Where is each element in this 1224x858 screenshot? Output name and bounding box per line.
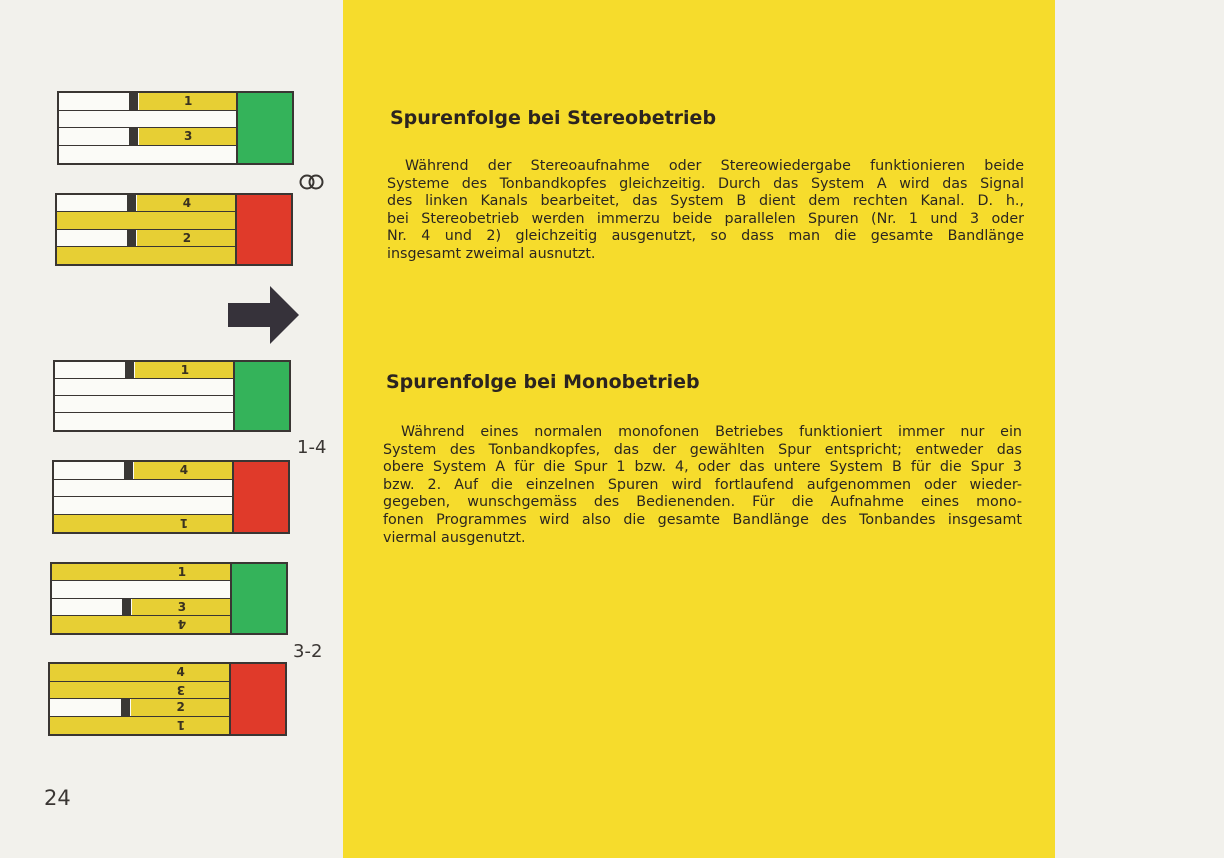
tape-strip [52,460,232,534]
mode-label-1-4: 1-4 [297,437,327,458]
track-number-label: 1 [180,363,190,377]
tape-head-mark [122,599,131,615]
paragraph-line: gegeben, wunschgemäss des Bedienenden. Für die Aufnahme eines mono- [383,494,1022,511]
track-number-label: 1 [184,94,193,109]
tape-track [55,396,233,413]
track-number-label: 4 [179,463,189,478]
tape-track [59,93,236,111]
paragraph-line: viermal ausgenutzt. [383,529,526,546]
paragraph-line: insgesamt zweimal ausnutzt. [387,245,596,262]
paragraph-line: Systeme des Tonbandkopfes gleichzeitig. Durch das System A wird das Signal [387,175,1024,192]
stereo-section-text [387,158,1024,264]
arrow-right-icon [228,286,300,344]
paragraph-line: Während eines normalen monofonen Betriebes funktioniert immer nur ein [401,424,1022,440]
tape-strip [50,562,230,635]
track-number-label: 4 [176,665,185,680]
tape-head-mark [125,362,134,378]
tape-head-mark [124,462,133,479]
tape-track [50,682,229,700]
tape-track [57,195,235,212]
tape-track [52,616,230,633]
recorded-track-fill [50,717,229,735]
recorded-track-fill [50,664,229,681]
paragraph-line: Nr. 4 und 2) gleichzeitig ausgenutzt, so dass man die gesamte Bandlänge [387,228,1024,245]
red-channel-box [232,460,290,534]
tape-head-mark [127,230,136,246]
tape-track [52,564,230,581]
tape-track [54,497,232,515]
tape-head-mark [127,195,136,211]
track-diagram-mono-4 [52,460,290,534]
tape-track [54,515,232,533]
tape-track [50,699,229,717]
recorded-track-fill [57,247,235,264]
recorded-track-fill [54,515,232,533]
track-diagram-stereo-4-2 [55,193,293,266]
track-number-label: 3 [177,599,187,614]
tape-track [54,462,232,480]
tape-track [59,146,236,164]
green-channel-box [236,91,294,165]
tape-head-mark [129,93,138,110]
tape-strip [55,193,235,266]
track-diagram-stereo-1-3 [57,91,294,165]
paragraph-line: fonen Programmes wird also die gesamte Bandlänge des Tonbandes insgesamt [383,511,1022,528]
tape-head-mark [121,699,130,716]
track-number-label: 3 [184,129,193,144]
tape-head-mark [129,128,138,145]
track-number-label: 2 [182,230,192,245]
tape-track [55,379,233,396]
tape-track [50,664,229,682]
tape-track [57,247,235,264]
tape-track [54,480,232,498]
tape-track [59,128,236,146]
stereo-rings-icon [299,174,325,190]
tape-track [59,111,236,129]
stereo-section-heading: Spurenfolge bei Stereobetrieb [390,107,717,129]
red-channel-box [235,193,293,266]
mono-section-text [383,424,1022,547]
recorded-track-fill [52,564,230,580]
track-number-label: 3 [176,682,185,697]
paragraph-line: Während der Stereoaufnahme oder Stereowiedergabe funktionieren beide [405,158,1024,174]
tape-track [50,717,229,735]
tape-track [55,362,233,379]
tape-strip [57,91,236,165]
tape-strip [48,662,229,736]
mono-section-heading: Spurenfolge bei Monobetrieb [386,371,700,393]
paragraph-line: bei Stereobetrieb werden immerzu beide parallelen Spuren (Nr. 1 und 3 oder [387,210,1024,227]
track-number-label: 1 [179,516,189,531]
track-number-label: 4 [177,617,187,632]
track-diagram-mono-1 [53,360,291,432]
track-diagram-mono-2 [48,662,287,736]
tape-track [55,413,233,430]
mode-label-3-2: 3-2 [293,641,323,662]
recorded-track-fill [57,212,235,228]
tape-track [57,230,235,247]
track-number-label: 4 [182,196,192,211]
tape-track [52,599,230,616]
red-channel-box [229,662,287,736]
green-channel-box [233,360,291,432]
track-number-label: 1 [177,565,187,580]
page-number: 24 [44,786,71,810]
track-diagram-mono-3 [50,562,288,635]
tape-track [52,581,230,598]
paragraph-line: des linken Kanals bearbeitet, das System B dient dem rechten Kanal. D. h., [387,193,1024,210]
tape-track [57,212,235,229]
track-number-label: 1 [176,718,185,733]
recorded-track-fill [50,682,229,699]
recorded-track-fill [52,616,230,633]
track-number-label: 2 [176,700,185,715]
paragraph-line: bzw. 2. Auf die einzelnen Spuren wird fortlaufend aufgenommen oder wieder- [383,476,1022,493]
green-channel-box [230,562,288,635]
paragraph-line: System des Tonbandkopfes, das der gewählten Spur entspricht; entweder das [383,441,1022,458]
paragraph-line: obere System A für die Spur 1 bzw. 4, oder das untere System B für die Spur 3 [383,459,1022,476]
tape-strip [53,360,233,432]
